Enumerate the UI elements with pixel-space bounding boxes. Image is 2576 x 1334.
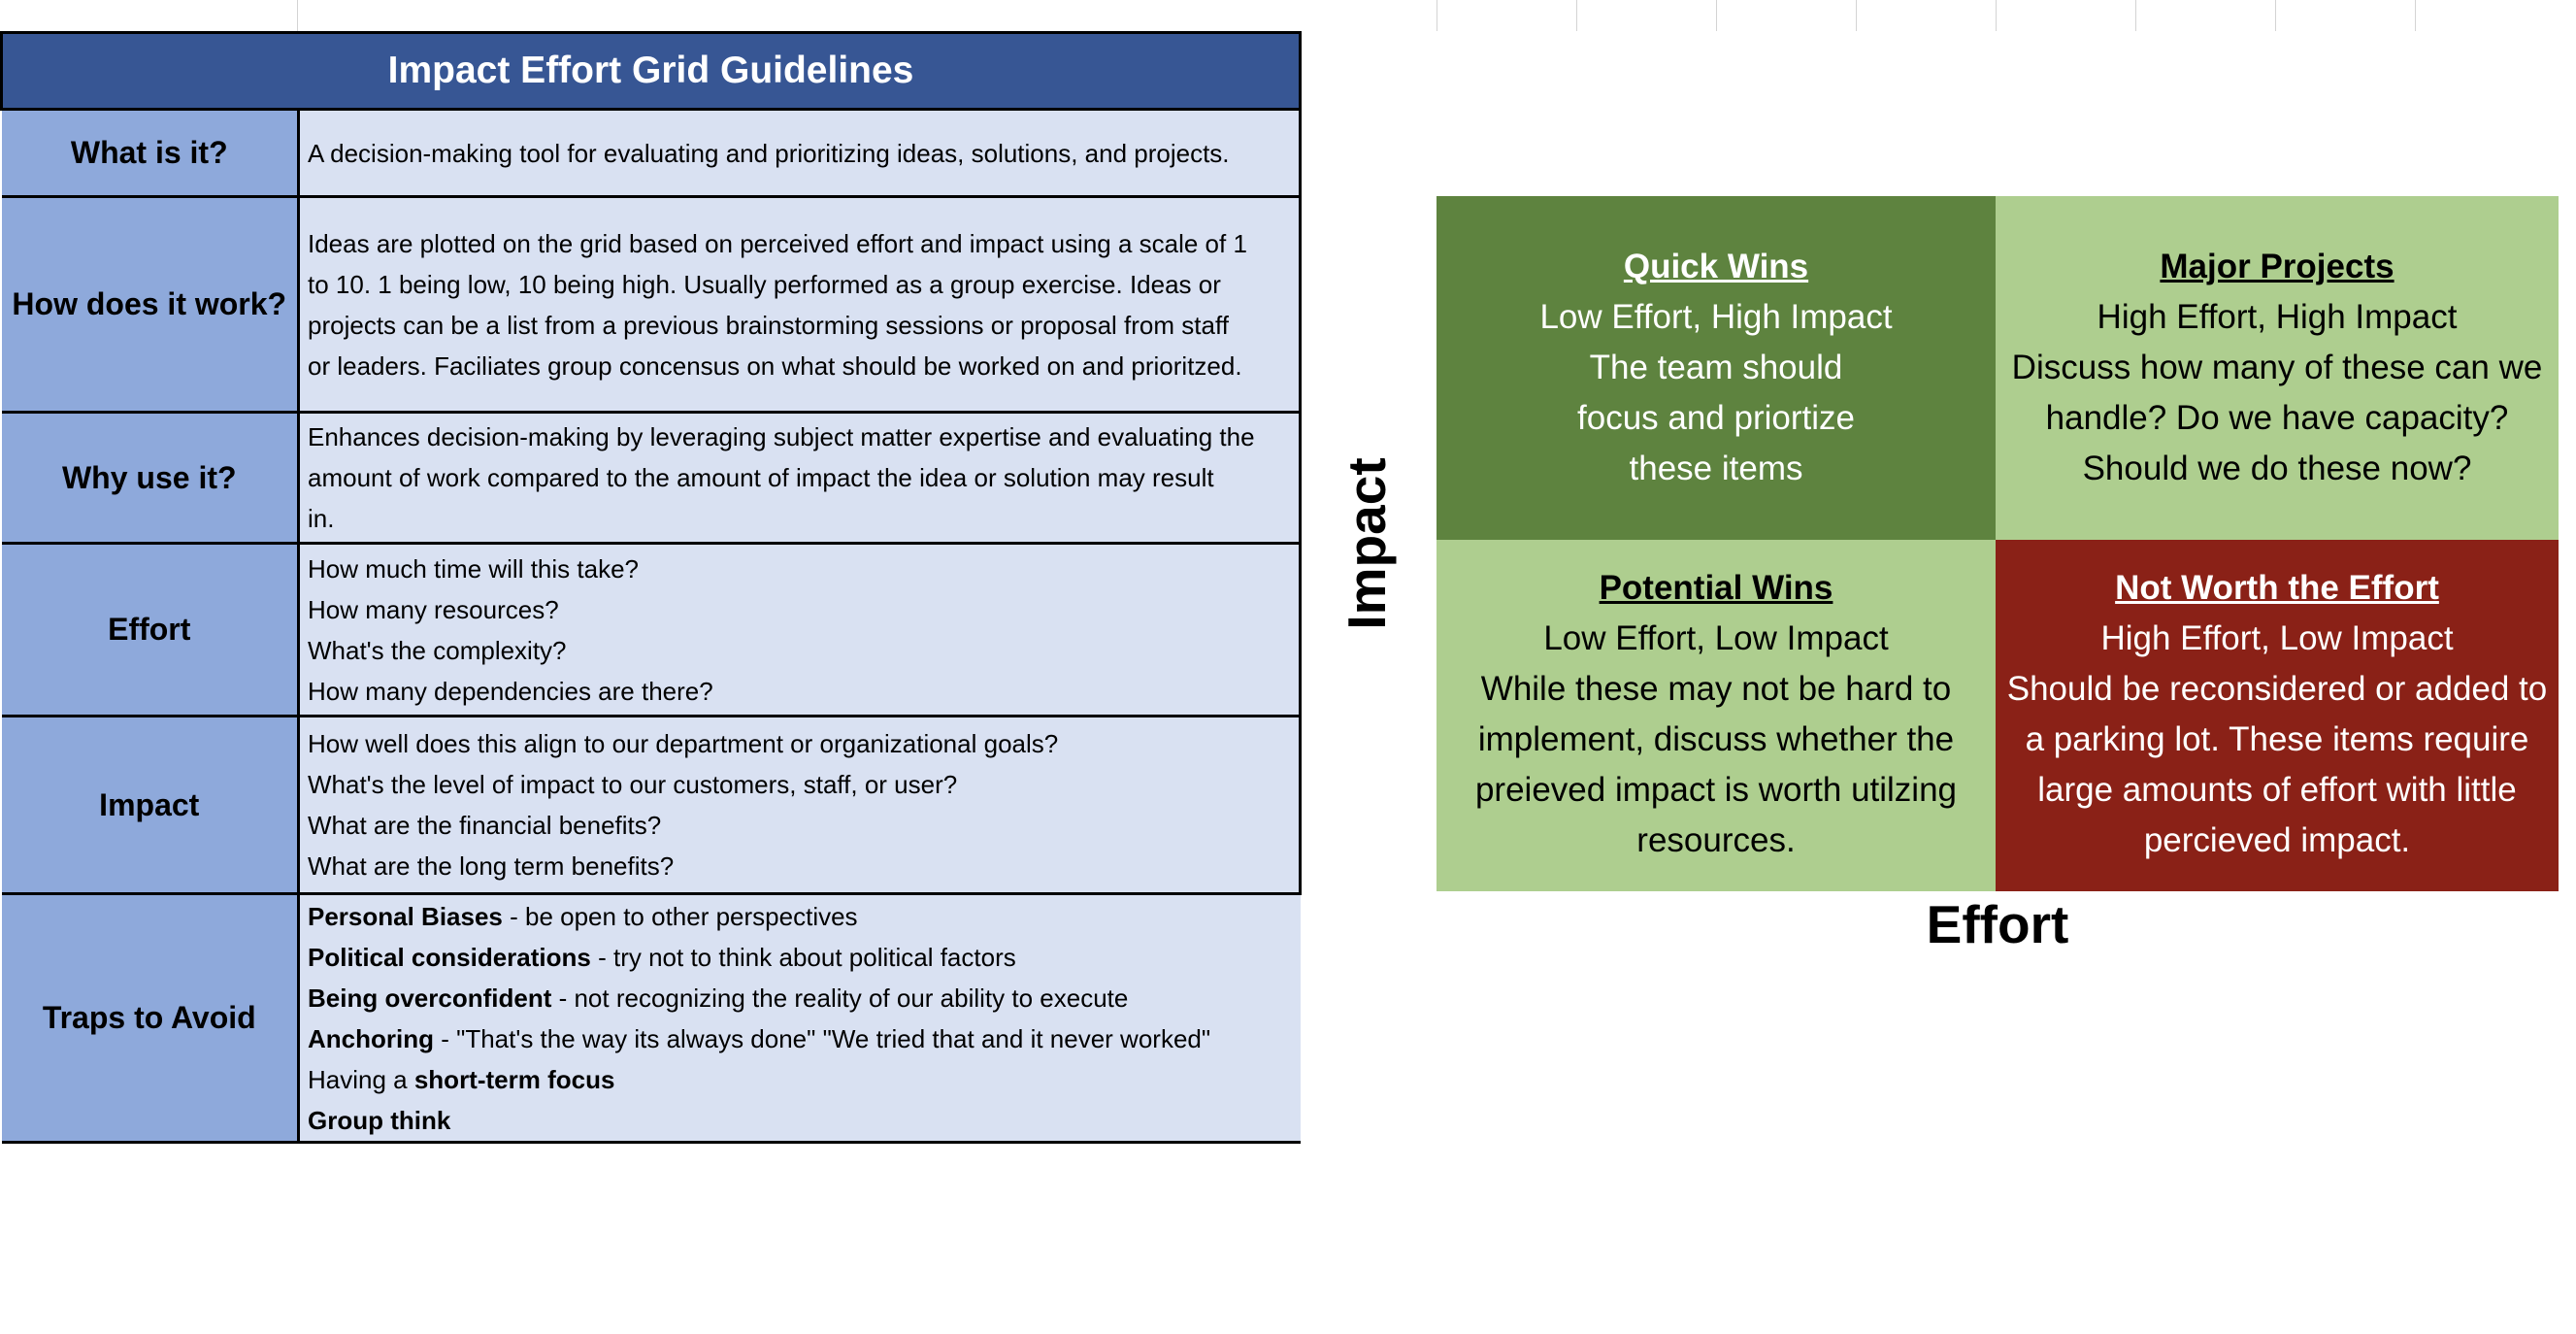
trap-item: [308, 1018, 1291, 1059]
row-label-why[interactable]: Why use it?: [2, 413, 299, 544]
trap-prefix: Having a: [308, 1064, 414, 1094]
text-line: What's the level of impact to our customers, staff, or user?: [308, 770, 958, 799]
quadrant-subtitle: Low Effort, Low Impact: [1543, 619, 1889, 657]
text-line: projects can be a list from a previous brainstorming sessions or proposal from staff: [308, 310, 1229, 340]
impact-effort-matrix: [1437, 196, 2559, 891]
text-line: amount of work compared to the amount of impact the idea or solution may result: [308, 463, 1214, 492]
sheet-gridline: [1856, 0, 1857, 31]
row-label-traps[interactable]: Traps to Avoid: [2, 894, 299, 1143]
row-label-effort[interactable]: Effort: [2, 544, 299, 717]
trap-note: - try not to think about political factors: [590, 942, 1016, 972]
quadrant-title: Quick Wins: [1623, 248, 1809, 285]
quadrant-title: Major Projects: [2160, 248, 2394, 285]
row-value-how[interactable]: [299, 197, 1301, 413]
table-row: [2, 413, 1301, 544]
quadrant-title: Not Worth the Effort: [2115, 569, 2439, 607]
text-line: How well does this align to our department or organizational goals?: [308, 729, 1059, 758]
trap-note: - "That's the way its always done" "We tried that and it never worked": [434, 1023, 1211, 1053]
text-line: A decision-making tool for evaluating and prioritizing ideas, solutions, and projects.: [308, 138, 1230, 168]
trap-item: [308, 896, 1291, 937]
sheet-gridline: [2275, 0, 2276, 31]
quadrant-description: The team should focus and priortize these items: [1577, 349, 1855, 487]
text-line: Ideas are plotted on the grid based on perceived effort and impact using a scale of 1: [308, 228, 1247, 258]
quadrant-major-projects[interactable]: [1996, 196, 2559, 540]
text-line: What are the long term benefits?: [308, 851, 675, 881]
row-label-what[interactable]: What is it?: [2, 110, 299, 197]
table-row: [2, 197, 1301, 413]
text-line: in.: [308, 504, 335, 533]
effort-axis-label: Effort: [1926, 894, 2069, 954]
sheet-gridline: [1576, 0, 1577, 31]
quadrant-description: While these may not be hard to implement, discuss whether the preieved impact is worth utilzing resources.: [1474, 670, 1958, 859]
text-line: What are the financial benefits?: [308, 811, 662, 840]
table-row: [2, 544, 1301, 717]
table-row: [2, 110, 1301, 197]
guidelines-title[interactable]: Impact Effort Grid Guidelines: [2, 33, 1301, 110]
trap-item: [308, 1100, 1291, 1141]
quadrant-description: Should be reconsidered or added to a parking lot. These items require large amounts of effort with little percieved impact.: [2006, 670, 2548, 859]
quadrant-subtitle: High Effort, Low Impact: [2100, 619, 2454, 657]
text-line: How many dependencies are there?: [308, 676, 713, 706]
row-value-traps[interactable]: [299, 894, 1301, 1143]
table-row: [2, 894, 1301, 1143]
sheet-gridline: [1996, 0, 1997, 31]
sheet-gridline: [1716, 0, 1717, 31]
trap-name: Personal Biases: [308, 901, 503, 931]
sheet-gridline: [297, 0, 298, 31]
trap-name: short-term focus: [413, 1064, 615, 1094]
quadrant-quick-wins[interactable]: [1437, 196, 1996, 540]
trap-item: [308, 1059, 1291, 1100]
sheet-gridline: [2135, 0, 2136, 31]
text-line: How much time will this take?: [308, 553, 639, 584]
text-line: Enhances decision-making by leveraging subject matter expertise and evaluating the: [308, 422, 1255, 451]
text-line: What's the complexity?: [308, 635, 567, 665]
row-value-what[interactable]: [299, 110, 1301, 197]
quadrant-description: Discuss how many of these can we handle? Do we have capacity? Should we do these now?: [2011, 349, 2543, 487]
quadrant-subtitle: High Effort, High Impact: [2097, 298, 2458, 336]
text-line: to 10. 1 being low, 10 being high. Usually performed as a group exercise. Ideas or: [308, 269, 1221, 299]
quadrant-title: Potential Wins: [1599, 569, 1833, 607]
trap-name: Political considerations: [308, 942, 591, 972]
quadrant-subtitle: Low Effort, High Impact: [1539, 298, 1893, 336]
text-line: How many resources?: [308, 594, 559, 624]
trap-item: [308, 978, 1291, 1018]
text-line: or leaders. Faciliates group concensus on what should be worked on and prioritzed.: [308, 350, 1242, 381]
quadrant-not-worth-the-effort[interactable]: [1996, 540, 2559, 891]
trap-note: - be open to other perspectives: [502, 901, 858, 931]
guidelines-table: [0, 31, 1302, 1144]
row-value-impact[interactable]: [299, 717, 1301, 894]
row-value-why[interactable]: [299, 413, 1301, 544]
impact-axis-text: Impact: [1337, 457, 1397, 630]
trap-name: Anchoring: [308, 1023, 434, 1053]
sheet-gridline: [2415, 0, 2416, 31]
row-label-impact[interactable]: Impact: [2, 717, 299, 894]
trap-name: Being overconfident: [308, 983, 552, 1013]
trap-item: [308, 937, 1291, 978]
trap-note: - not recognizing the reality of our ability to execute: [551, 983, 1129, 1013]
row-label-how[interactable]: How does it work?: [2, 197, 299, 413]
row-value-effort[interactable]: [299, 544, 1301, 717]
quadrant-potential-wins[interactable]: [1437, 540, 1996, 891]
trap-name: Group think: [308, 1105, 451, 1135]
table-row: [2, 717, 1301, 894]
